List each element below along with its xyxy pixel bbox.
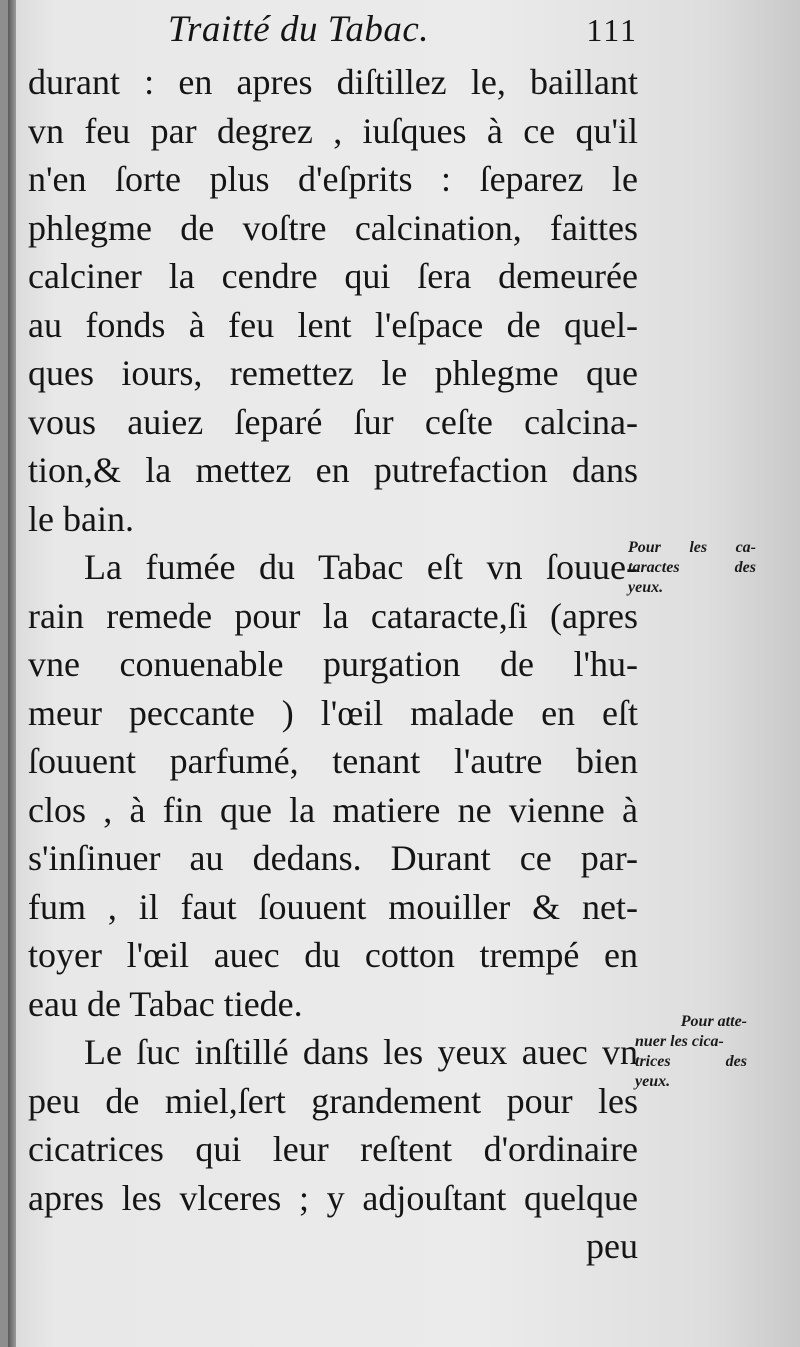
text-line: toyer l'œil auec du cotton trempé en	[28, 935, 638, 975]
catchword: peu	[586, 1226, 638, 1266]
text-line: eau de Tabac tiede.	[28, 983, 303, 1024]
text-line: s'inſinuer au dedans. Durant ce par-	[28, 838, 638, 878]
margin-note-line: yeux.	[635, 1073, 671, 1090]
text-line: vne conuenable purgation de l'hu-	[28, 644, 638, 684]
text-line: ſouuent parfumé, tenant l'autre bien	[28, 741, 638, 781]
text-line: apres les vlceres ; y adjouſtant quelque	[28, 1177, 638, 1218]
text-line: rain remede pour la cataracte,ſi (apres	[28, 595, 638, 636]
paragraph-start-line: Le ſuc inſtillé dans les yeux auec vn	[84, 1032, 638, 1072]
margin-note-line: nuer les cica-	[635, 1033, 724, 1050]
text-line: au fonds à feu lent l'eſpace de quel-	[28, 304, 638, 345]
text-line: vous auiez ſeparé ſur ceſte calcina-	[28, 401, 638, 442]
text-line: le bain.	[28, 498, 134, 539]
margin-note-line: Pour les ca-	[628, 539, 756, 556]
text-line: clos , à fin que la matiere ne vienne à	[28, 789, 638, 830]
text-line: phlegme de voſtre calcination, faittes	[28, 207, 638, 248]
page-number: 111	[586, 12, 638, 48]
margin-note-line: taractes des	[628, 559, 756, 576]
page-header	[168, 8, 638, 48]
paragraph-start-line: La fumée du Tabac eſt vn ſouue-	[84, 547, 638, 587]
text-line: peu de miel,ſert grandement pour les	[28, 1080, 638, 1121]
book-page	[8, 0, 800, 1347]
text-line: meur peccante ) l'œil malade en eſt	[28, 692, 638, 733]
text-line: vn feu par degrez , iuſques à ce qu'il	[28, 110, 638, 151]
page-gutter-shadow	[8, 0, 16, 1347]
text-line: fum , il faut ſouuent mouiller & net-	[28, 886, 638, 927]
margin-note-scars	[635, 1012, 747, 1092]
text-line: tion,& la mettez en putrefaction dans	[28, 450, 638, 490]
margin-note-line: Pour atte-	[680, 1013, 747, 1030]
text-line: cicatrices qui leur reſtent d'ordinaire	[28, 1129, 638, 1169]
running-title: Traitté du Tabac.	[168, 9, 430, 50]
margin-note-line: yeux.	[628, 579, 664, 596]
text-line: n'en ſorte plus d'eſprits : ſeparez le	[28, 159, 638, 199]
text-line: calciner la cendre qui ſera demeurée	[28, 256, 638, 296]
text-line: ques iours, remettez le phlegme que	[28, 353, 638, 393]
body-text	[28, 58, 638, 1271]
text-line: durant : en apres diſtillez le, baillant	[28, 62, 638, 102]
margin-note-cataracts	[628, 538, 756, 598]
margin-note-line: trices des	[635, 1053, 747, 1070]
